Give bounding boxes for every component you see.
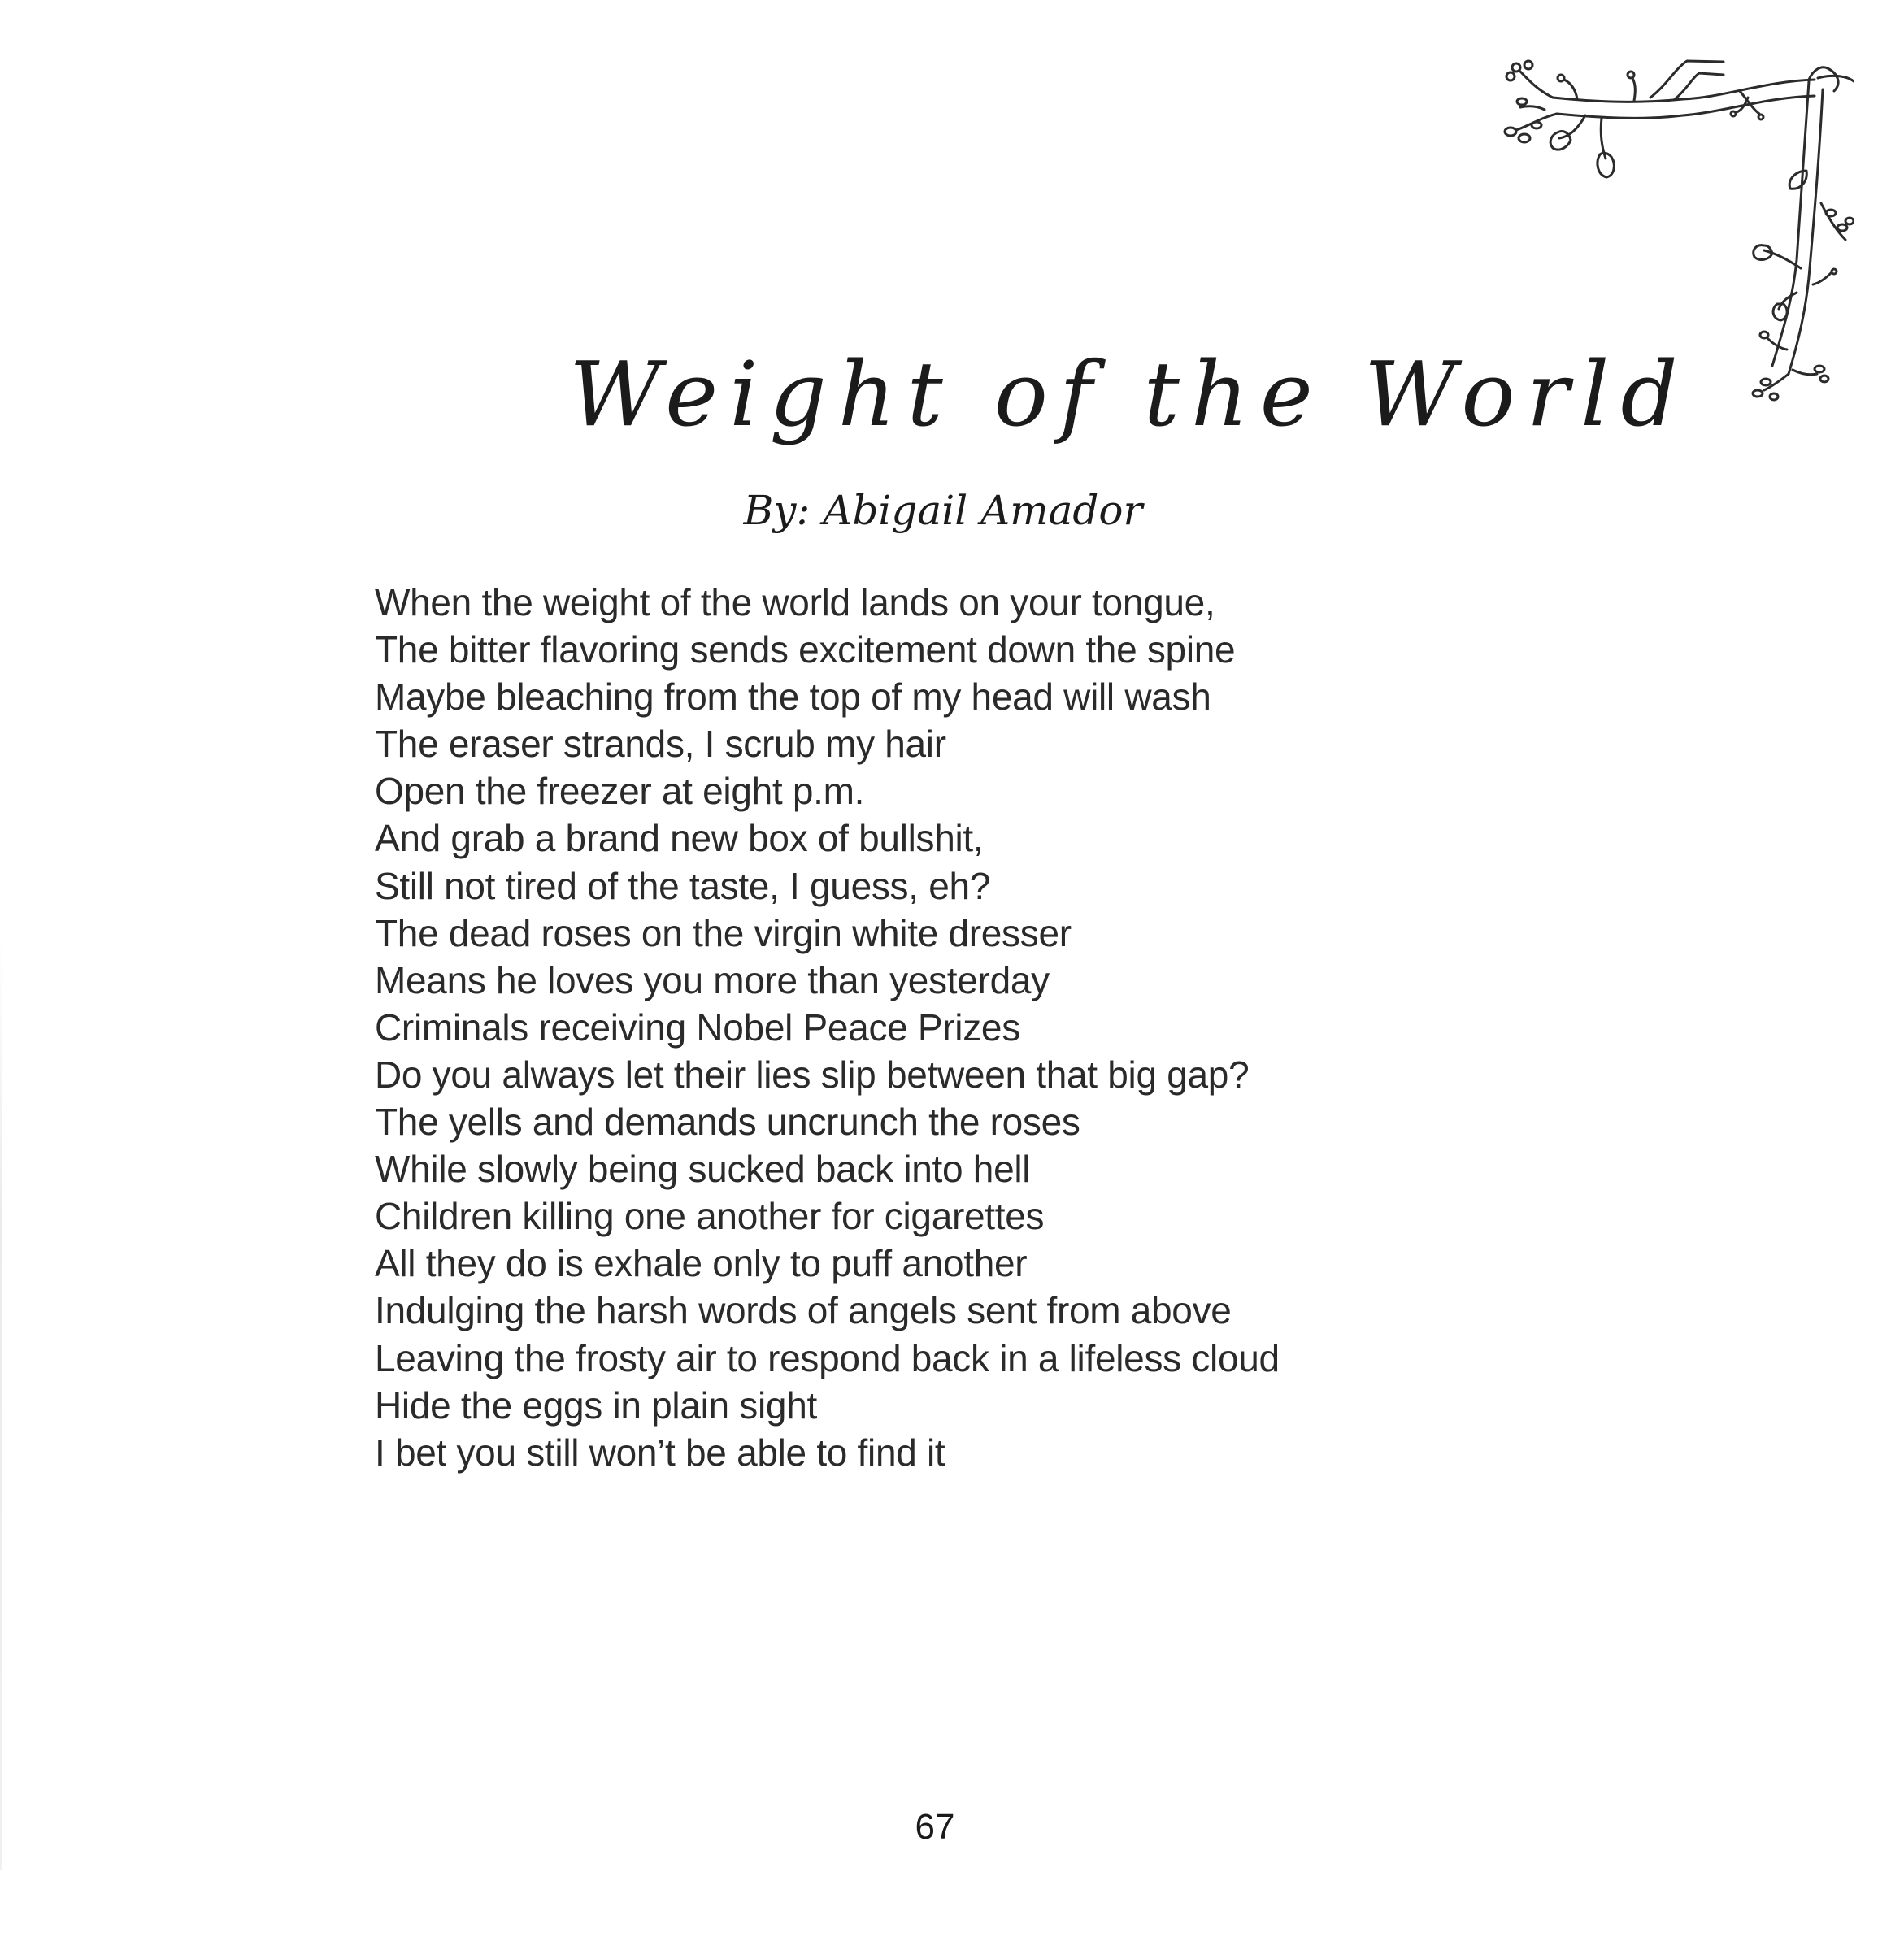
poem-line: When the weight of the world lands on your tongue,: [375, 581, 1215, 623]
poem-line: Leaving the frosty air to respond back in a lifeless cloud: [375, 1336, 1280, 1379]
page-number: 67: [915, 1807, 955, 1847]
page-edge-shadow: [0, 935, 2, 1870]
poem-body: [375, 579, 1432, 1476]
poem-line: Means he loves you more than yesterday: [375, 958, 1050, 1001]
poem-line: Still not tired of the taste, I guess, eh?: [375, 864, 991, 907]
poem-line: The bitter flavoring sends excitement down the spine: [375, 628, 1236, 671]
poem-line: All they do is exhale only to puff another: [375, 1242, 1028, 1285]
poem-line: Criminals receiving Nobel Peace Prizes: [375, 1005, 1020, 1049]
poem-line: The dead roses on the virgin white dresser: [375, 911, 1072, 954]
poem-line: Hide the eggs in plain sight: [375, 1383, 817, 1427]
poem-line: Do you always let their lies slip between that big gap?: [375, 1053, 1250, 1096]
poem-byline: By: Abigail Amador: [743, 487, 1143, 534]
poem-line: And grab a brand new box of bullshit,: [375, 817, 984, 860]
poem-title: Weight of the World: [569, 342, 1689, 446]
poem-line: While slowly being sucked back into hell: [375, 1148, 1031, 1191]
poem-line: Open the freezer at eight p.m.: [375, 770, 865, 813]
poem-line: Children killing one another for cigarettes: [375, 1195, 1045, 1238]
poem-line: The yells and demands uncrunch the roses: [375, 1101, 1080, 1144]
poem-line: I bet you still won’t be able to find it: [375, 1431, 945, 1474]
poem-line: The eraser strands, I scrub my hair: [375, 723, 946, 766]
poem-line: Maybe bleaching from the top of my head will wash: [375, 675, 1211, 719]
poem-line: Indulging the harsh words of angels sent from above: [375, 1289, 1232, 1332]
